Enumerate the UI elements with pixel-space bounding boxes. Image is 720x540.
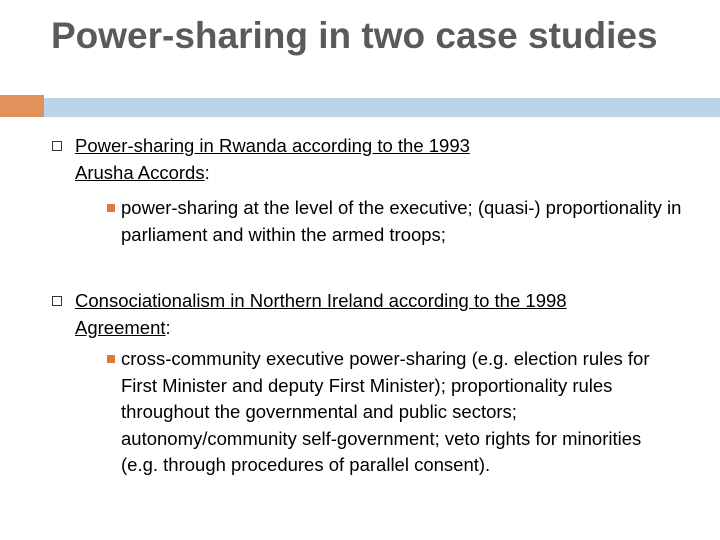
heading-link-text: Arusha Accords xyxy=(75,161,205,183)
title-rule-bar xyxy=(44,95,720,117)
heading-suffix: : xyxy=(165,316,171,338)
title-accent-bar xyxy=(0,95,44,117)
heading-suffix: : xyxy=(204,161,210,183)
sub-bullet-northern-ireland: cross-community executive power-sharing (e.g. election rules for First Minister and deputy First Minister); proportionality rules throughout the governmental and public sectors; autonomy/community self-government; veto rights for minorities (e.g. through procedures of parallel consent). xyxy=(121,348,650,475)
heading-link-text: Consociationalism in Northern Ireland according to the 1998 xyxy=(75,290,567,311)
bullet-heading-rwanda xyxy=(75,133,695,186)
sub-bullet-rwanda: power-sharing at the level of the executive; (quasi-) proportionality in parliament and within the armed troops; xyxy=(121,197,682,245)
checkbox-bullet-icon xyxy=(52,141,62,151)
checkbox-bullet-icon xyxy=(52,296,62,306)
square-bullet-icon xyxy=(107,204,115,212)
heading-link-text: Power-sharing in Rwanda according to the 1993 xyxy=(75,135,470,156)
heading-link-text: Agreement xyxy=(75,316,166,338)
bullet-heading-northern-ireland xyxy=(75,288,695,341)
slide-title: Power-sharing in two case studies xyxy=(51,15,658,56)
square-bullet-icon xyxy=(107,355,115,363)
